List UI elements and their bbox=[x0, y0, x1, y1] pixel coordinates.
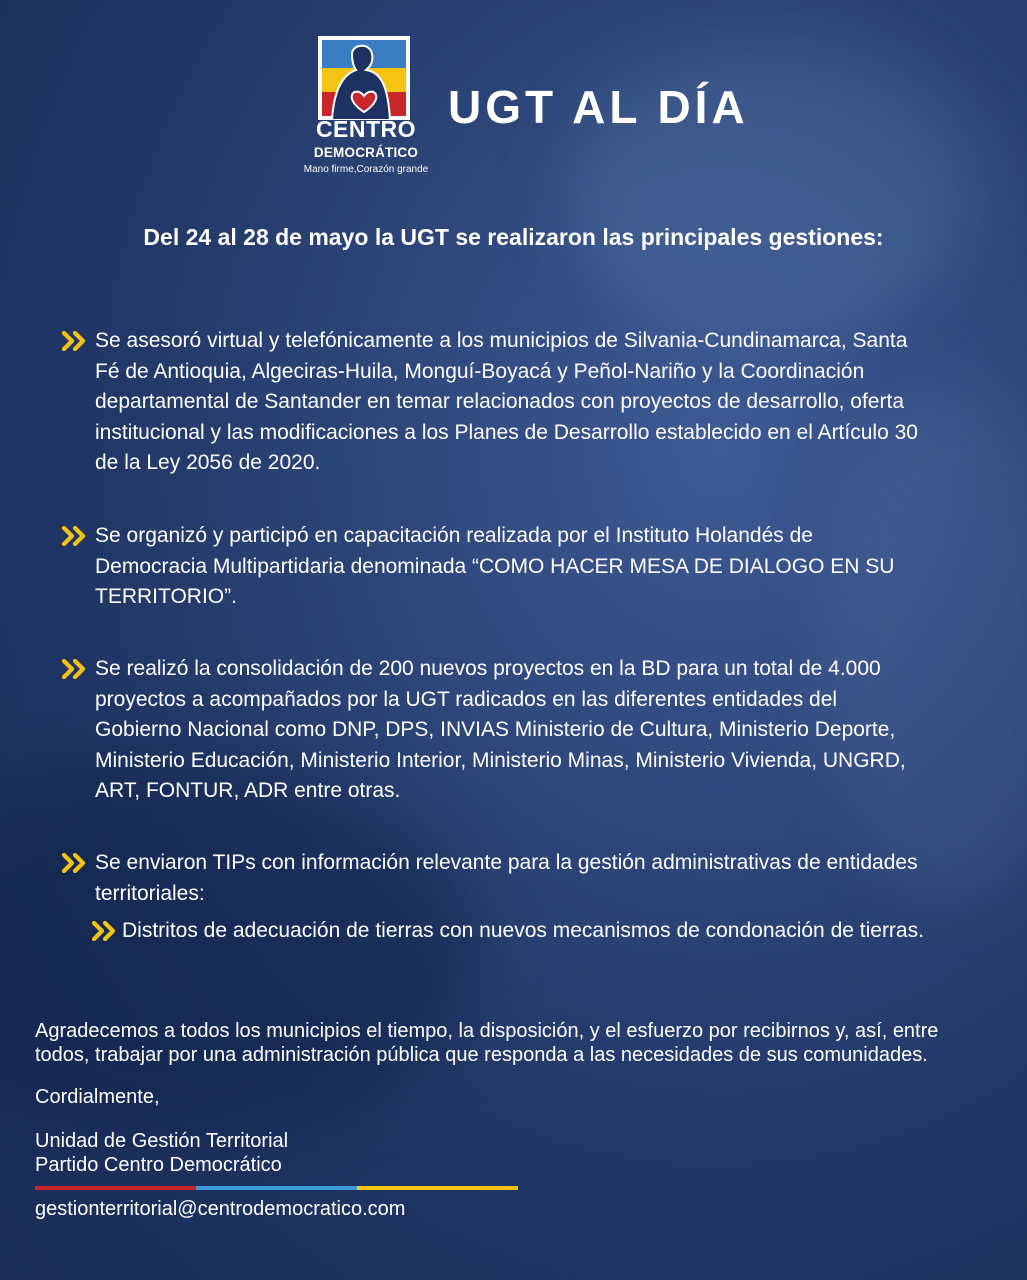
list-item bbox=[95, 326, 990, 479]
item-line: institucional y las modificaciones a los Planes de Desarrollo establecido en el Artículo 30 bbox=[95, 420, 918, 444]
list-item bbox=[95, 848, 990, 909]
background-shade bbox=[0, 760, 480, 1140]
contact-email: gestionterritorial@centrodemocratico.com bbox=[35, 1198, 406, 1220]
item-line: de la Ley 2056 de 2020. bbox=[95, 451, 321, 474]
signature-line: Unidad de Gestión Territorial bbox=[35, 1130, 289, 1152]
list-item bbox=[95, 654, 990, 807]
logo-word-democratico: DEMOCRÁTICO bbox=[313, 145, 419, 160]
header bbox=[300, 34, 900, 184]
flag-silhouette-icon bbox=[318, 36, 410, 120]
regards: Cordialmente, bbox=[35, 1086, 160, 1108]
signature-line: Partido Centro Democrático bbox=[35, 1154, 282, 1176]
divider-blue bbox=[196, 1186, 357, 1190]
tricolor-divider bbox=[35, 1186, 518, 1190]
centro-democratico-logo bbox=[300, 34, 432, 180]
item-line: Gobierno Nacional como DNP, DPS, INVIAS Ministerio de Cultura, Ministerio Deporte, bbox=[95, 718, 896, 741]
logo-slogan: Mano firme,Corazón grande bbox=[303, 164, 429, 175]
thanks-paragraph bbox=[35, 1019, 1015, 1067]
double-chevron-right-icon bbox=[92, 921, 118, 941]
list-item bbox=[95, 521, 990, 613]
signature bbox=[35, 1129, 288, 1177]
item-line: proyectos a acompañados por la UGT radicados en las diferentes entidades del bbox=[95, 687, 838, 711]
item-line: Se asesoró virtual y telefónicamente a los municipios de Silvania-Cundinamarca, Santa bbox=[95, 329, 908, 352]
double-chevron-right-icon bbox=[62, 659, 88, 679]
item-line: Democracia Multipartidaria denominada “COMO HACER MESA DE DIALOGO EN SU bbox=[95, 554, 895, 578]
item-line: territoriales: bbox=[95, 881, 205, 905]
double-chevron-right-icon bbox=[62, 331, 88, 351]
logo-word-centro: CENTRO bbox=[315, 116, 417, 142]
item-line: Se organizó y participó en capacitación realizada por el Instituto Holandés de bbox=[95, 524, 813, 547]
double-chevron-right-icon bbox=[62, 853, 88, 873]
sub-list-item: Distritos de adecuación de tierras con nuevos mecanismos de condonación de tierras. bbox=[122, 919, 924, 942]
item-line: TERRITORIO”. bbox=[95, 585, 237, 608]
thanks-line: Agradecemos a todos los municipios el tiempo, la disposición, y el esfuerzo por recibirnos y, así, entre bbox=[35, 1020, 939, 1042]
page-title: UGT AL DÍA bbox=[448, 81, 749, 133]
subtitle: Del 24 al 28 de mayo la UGT se realizaron las principales gestiones: bbox=[143, 224, 884, 250]
thanks-line: todos, trabajar por una administración pública que responda a las necesidades de sus comunidades. bbox=[35, 1044, 928, 1066]
item-line: departamental de Santander en temar relacionados con proyectos de desarrollo, oferta bbox=[95, 390, 904, 413]
item-line: Se realizó la consolidación de 200 nuevos proyectos en la BD para un total de 4.000 bbox=[95, 657, 881, 680]
item-line: Ministerio Educación, Ministerio Interior, Ministerio Minas, Ministerio Vivienda, UNGRD, bbox=[95, 748, 906, 772]
double-chevron-right-icon bbox=[62, 526, 88, 546]
divider-yellow bbox=[357, 1186, 518, 1190]
item-line: Fé de Antioquia, Algeciras-Huila, Monguí-Boyacá y Peñol-Nariño y la Coordinación bbox=[95, 359, 865, 383]
divider-red bbox=[35, 1186, 196, 1190]
item-line: Se enviaron TIPs con información relevante para la gestión administrativas de entidades bbox=[95, 851, 918, 874]
item-line: ART, FONTUR, ADR entre otras. bbox=[95, 779, 401, 802]
